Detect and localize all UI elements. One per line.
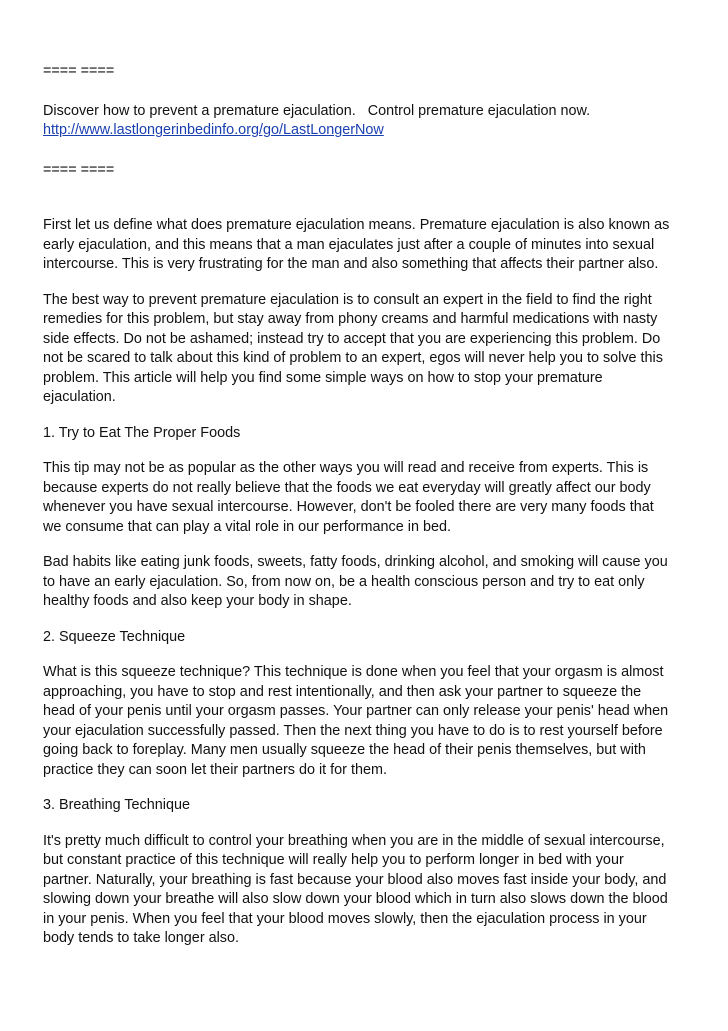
- text-line: ejaculation.: [43, 389, 116, 405]
- text-line: intercourse. This is very frustrating for the man and also something that affects their partner also.: [43, 256, 659, 272]
- text-line: we consume that can play a vital role in our performance in bed.: [43, 518, 451, 535]
- text-line: early ejaculation, and this means that a man ejaculates just after a couple of minutes into sexual: [43, 236, 655, 253]
- paragraph-3: [43, 459, 703, 537]
- text-line: side effects. Do not be ashamed; instead try to accept that you are experiencing this problem. Do: [43, 330, 661, 347]
- text-line: healthy foods and also keep your body in shape.: [43, 593, 352, 609]
- paragraph-1: [43, 216, 703, 275]
- text-line: problem. This article will help you find some simple ways on how to stop your premature: [43, 369, 603, 386]
- paragraph-2: [43, 291, 703, 408]
- text-line: slowing down your breathe will also slow down your blood which in turn also slows down the blood: [43, 891, 668, 907]
- text-line: in your penis. When you feel that your blood moves slowly, then the ejaculation process in your: [43, 910, 647, 927]
- separator-top: ==== ====: [43, 63, 115, 79]
- paragraph-5: [43, 663, 703, 780]
- text-line: partner. Naturally, your breathing is fast because your blood also moves fast inside your body, and: [43, 871, 667, 888]
- text-line: not be scared to talk about this kind of problem to an expert, egos will never help you to solve this: [43, 350, 663, 366]
- text-line: It's pretty much difficult to control your breathing when you are in the middle of sexual intercourse,: [43, 832, 665, 849]
- text-line: First let us define what does premature ejaculation means. Premature ejaculation is also known as: [43, 217, 670, 233]
- text-line: going back to foreplay. Many men usually squeeze the head of their penis themselves, but with: [43, 742, 646, 758]
- separator-bottom: ==== ====: [43, 161, 115, 178]
- text-line: head of your penis until your orgasm passes. Your partner can only release your penis' head when: [43, 703, 669, 719]
- text-line: approaching, you have to stop and rest intentionally, and then ask your partner to squeeze the: [43, 683, 642, 700]
- text-line: because experts do not really believe that the foods we eat everyday will greatly affect our body: [43, 479, 651, 496]
- text-line: The best way to prevent premature ejaculation is to consult an expert in the field to find the right: [43, 291, 652, 308]
- text-line: This tip may not be as popular as the other ways you will read and receive from experts. This is: [43, 460, 649, 476]
- promo-link[interactable]: http://www.lastlongerinbedinfo.org/go/LastLongerNow: [43, 122, 384, 138]
- section-heading-foods: 1. Try to Eat The Proper Foods: [43, 424, 241, 441]
- promo-text: Discover how to prevent a premature ejaculation. Control premature ejaculation now.: [43, 102, 591, 119]
- text-line: your ejaculation successfully passed. Then the next thing you have to do is to rest yourself before: [43, 722, 663, 739]
- text-line: practice they can soon let their partners do it for them.: [43, 761, 387, 778]
- text-line: body tends to take longer also.: [43, 930, 240, 946]
- text-line: to have an early ejaculation. So, from now on, be a health conscious person and try to eat only: [43, 573, 645, 590]
- text-line: What is this squeeze technique? This technique is done when you feel that your orgasm is almost: [43, 664, 664, 680]
- document-page: [43, 62, 703, 949]
- text-line: remedies for this problem, but stay away from phony creams and harmful medications with nasty: [43, 311, 658, 327]
- text-line: Bad habits like eating junk foods, sweets, fatty foods, drinking alcohol, and smoking will cause you: [43, 554, 668, 570]
- section-heading-squeeze: 2. Squeeze Technique: [43, 628, 186, 645]
- section-heading-breathing: 3. Breathing Technique: [43, 797, 190, 813]
- paragraph-4: [43, 553, 703, 612]
- paragraph-6: [43, 832, 703, 949]
- text-line: whenever you have sexual intercourse. However, don't be fooled there are very many foods that: [43, 499, 654, 515]
- text-line: but constant practice of this technique will really help you to perform longer in bed with your: [43, 852, 624, 868]
